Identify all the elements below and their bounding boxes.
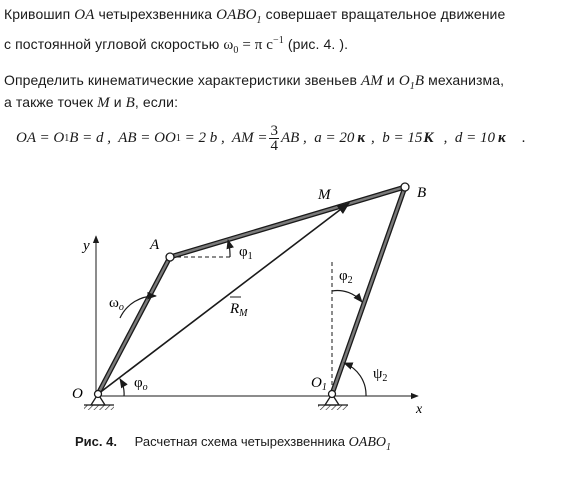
- label-omega-sub: o: [118, 302, 124, 313]
- fraction-numerator: 3: [270, 123, 278, 139]
- formula-sub: 1: [175, 133, 181, 144]
- label-phi0-symbol: φ: [134, 375, 143, 391]
- omega-symbol: ω: [223, 37, 234, 53]
- label-omega-symbol: ω: [109, 295, 119, 311]
- text-fragment: Определить кинематические характеристики звеньев: [4, 72, 358, 88]
- problem-line-2: [4, 35, 348, 56]
- var-b: B: [125, 95, 135, 111]
- label-phi1: [239, 244, 253, 262]
- label-psi2-symbol: ψ: [373, 366, 383, 382]
- caption-formula-sub: 1: [386, 441, 391, 453]
- caption-formula-main: OABO: [348, 435, 386, 450]
- text-fragment: четырехзвенника: [98, 6, 213, 22]
- label-b: B: [417, 185, 427, 201]
- unit-d: к: [497, 130, 506, 146]
- joint-a: [166, 253, 174, 261]
- label-o1-letter: O: [311, 375, 322, 391]
- mechanism-diagram: [0, 170, 585, 432]
- formula-part: AB , a = 20: [280, 130, 355, 146]
- var-m: M: [97, 95, 110, 111]
- label-o: O: [72, 386, 83, 402]
- text-fragment: и: [113, 94, 122, 110]
- label-rm-sub: M: [239, 308, 248, 319]
- radius-vector-rm: [98, 203, 349, 394]
- formula-part: , d = 10: [443, 130, 495, 146]
- label-phi1-sub: 1: [247, 251, 253, 262]
- formula-period: .: [521, 130, 526, 146]
- omega-expression: [223, 35, 284, 56]
- label-phi2: [339, 268, 353, 286]
- text-fragment: а также точек: [4, 94, 94, 110]
- var-am: AM: [361, 73, 383, 89]
- text-fragment: с постоянной угловой скоростью: [4, 36, 220, 52]
- label-omega: [109, 295, 124, 313]
- arc-phi0: [120, 379, 124, 396]
- label-a: A: [150, 237, 160, 253]
- omega-equals: = π c: [238, 37, 274, 53]
- caption-formula: [348, 435, 391, 453]
- text-fragment: механизма,: [428, 72, 505, 88]
- label-phi0: [134, 375, 148, 393]
- text-fragment: совершает вращательное движение: [265, 6, 506, 22]
- arc-psi2: [344, 363, 366, 396]
- formula-sub: 1: [64, 133, 70, 144]
- label-o1-sub: 1: [321, 382, 327, 393]
- label-phi0-sub: o: [142, 382, 148, 393]
- label-phi2-sub: 2: [347, 275, 353, 286]
- given-values-formula: [16, 124, 525, 153]
- unit-b: К: [423, 130, 434, 146]
- omega-sub: 0: [233, 45, 239, 56]
- oabo-main: OABO: [216, 7, 257, 23]
- var-oabo: [216, 7, 262, 26]
- formula-part: B = d , AB = OO: [69, 130, 176, 146]
- label-y: y: [83, 238, 90, 254]
- link-ab-inner: [170, 187, 405, 257]
- support-o1: [318, 391, 348, 411]
- label-phi2-symbol: φ: [339, 268, 348, 284]
- text-fragment: Кривошип: [4, 6, 71, 22]
- o1b-sub: 1: [409, 81, 415, 92]
- figure-caption: [75, 434, 391, 453]
- var-oa: OA: [74, 7, 95, 23]
- caption-text: Расчетная схема четырехзвенника: [134, 434, 346, 449]
- label-m: M: [318, 187, 331, 203]
- label-phi1-symbol: φ: [239, 244, 248, 260]
- joint-b: [401, 183, 409, 191]
- label-o1: [311, 375, 327, 393]
- label-psi2: [373, 366, 387, 384]
- arc-phi2: [332, 291, 362, 302]
- problem-line-4: [4, 94, 178, 112]
- figure-reference: (рис. 4. ).: [287, 36, 349, 52]
- label-psi2-sub: 2: [382, 373, 388, 384]
- oabo-sub: 1: [256, 15, 262, 26]
- fraction-denominator: 4: [270, 138, 278, 154]
- link-oa-inner: [98, 257, 170, 394]
- label-rm: [229, 301, 248, 319]
- formula-part: = 2 b , AM =: [180, 130, 268, 146]
- problem-line-1: [4, 6, 505, 26]
- var-o1b: [398, 73, 425, 92]
- fraction-three-quarters: [269, 124, 279, 153]
- formula-part: OA = O: [16, 130, 65, 146]
- label-rm-letter: R: [230, 301, 240, 317]
- problem-line-3: [4, 72, 504, 92]
- label-x: x: [416, 402, 423, 417]
- unit-a: к: [357, 130, 366, 146]
- text-fragment: , если:: [134, 94, 179, 110]
- o1b-o: O: [398, 73, 410, 89]
- omega-sup: −1: [273, 35, 284, 46]
- caption-label: Рис. 4.: [75, 434, 117, 449]
- text-fragment: и: [386, 72, 395, 88]
- support-o: [84, 391, 114, 411]
- o1b-b: B: [414, 73, 425, 89]
- formula-part: , b = 15: [371, 130, 423, 146]
- arc-phi1: [228, 240, 230, 257]
